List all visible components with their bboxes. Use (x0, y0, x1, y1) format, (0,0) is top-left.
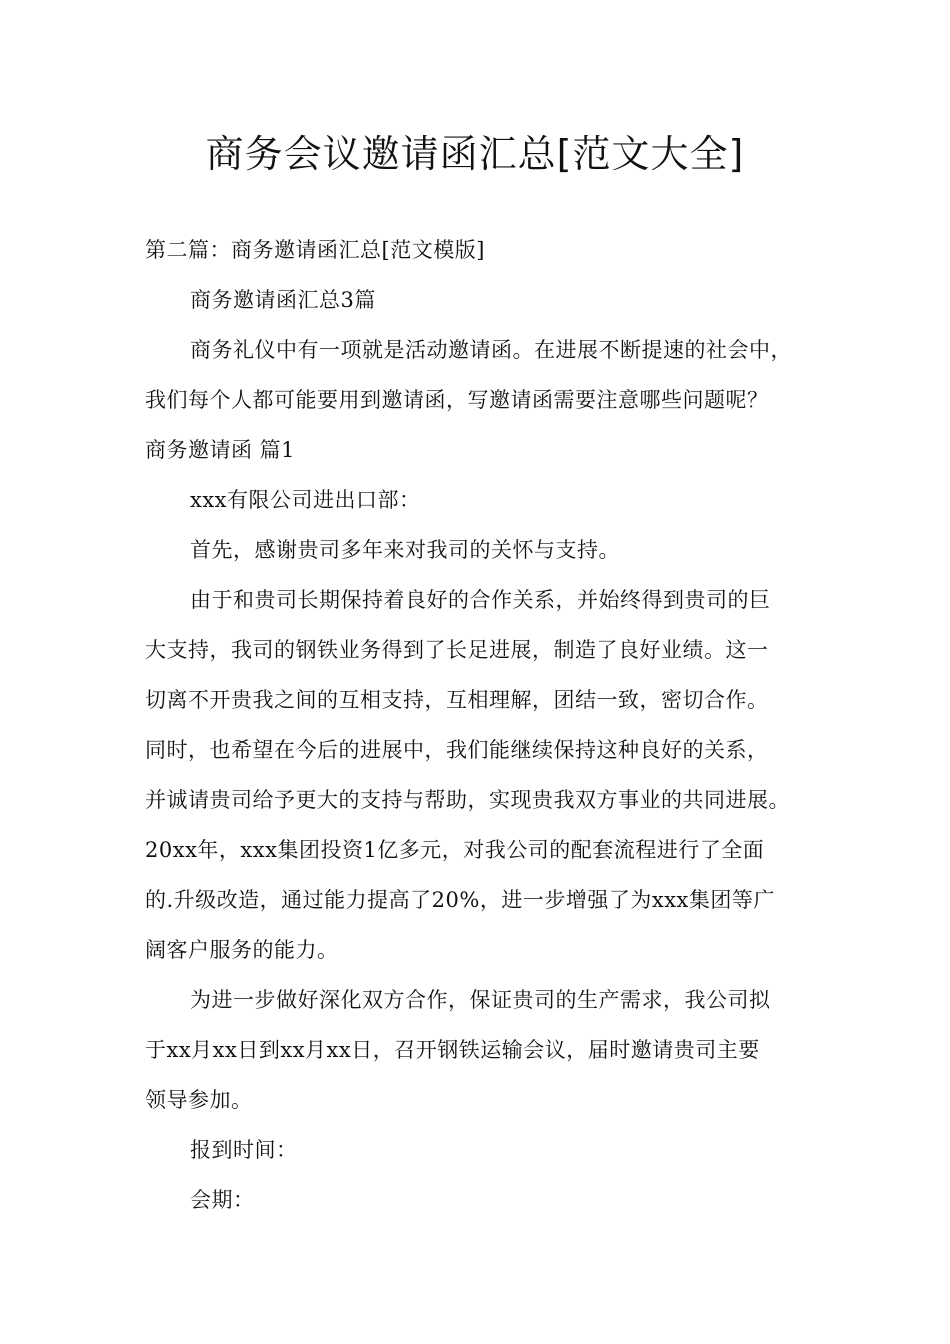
paragraph-line: 切离不开贵我之间的互相支持，互相理解，团结一致，密切合作。 (145, 688, 769, 712)
paragraph-line: 商务礼仪中有一项就是活动邀请函。在进展不断提速的社会中， (190, 338, 792, 362)
document-title: 商务会议邀请函汇总[范文大全] (205, 132, 745, 176)
meeting-duration-label: 会期： (190, 1188, 255, 1212)
section-heading: 第二篇：商务邀请函汇总[范文模版] (145, 238, 485, 262)
paragraph-line: 的.升级改造，通过能力提高了20%，进一步增强了为xxx集团等广 (145, 888, 775, 912)
paragraph-line: 大支持，我司的钢铁业务得到了长足进展，制造了良好业绩。这一 (145, 638, 769, 662)
paragraph-line: 阔客户服务的能力。 (145, 938, 339, 962)
recipient-line: xxx有限公司进出口部： (190, 488, 421, 512)
subheading: 商务邀请函汇总3篇 (190, 288, 376, 312)
registration-time-label: 报到时间： (190, 1138, 298, 1162)
paragraph-line: 于xx月xx日到xx月xx日，召开钢铁运输会议，届时邀请贵司主要 (145, 1038, 760, 1062)
paragraph-line: 领导参加。 (145, 1088, 253, 1112)
paragraph-line: 我们每个人都可能要用到邀请函，写邀请函需要注意哪些问题呢？ (145, 388, 769, 412)
paragraph-line: 为进一步做好深化双方合作，保证贵司的生产需求，我公司拟 (190, 988, 771, 1012)
paragraph-line: 首先，感谢贵司多年来对我司的关怀与支持。 (190, 538, 620, 562)
paragraph-line: 同时，也希望在今后的进展中，我们能继续保持这种良好的关系， (145, 738, 769, 762)
paragraph-line: 20xx年，xxx集团投资1亿多元，对我公司的配套流程进行了全面 (145, 838, 765, 862)
paragraph-line: 并诚请贵司给予更大的支持与帮助，实现贵我双方事业的共同进展。 (145, 788, 790, 812)
letter-heading: 商务邀请函 篇1 (145, 438, 296, 462)
paragraph-line: 由于和贵司长期保持着良好的合作关系，并始终得到贵司的巨 (190, 588, 771, 612)
